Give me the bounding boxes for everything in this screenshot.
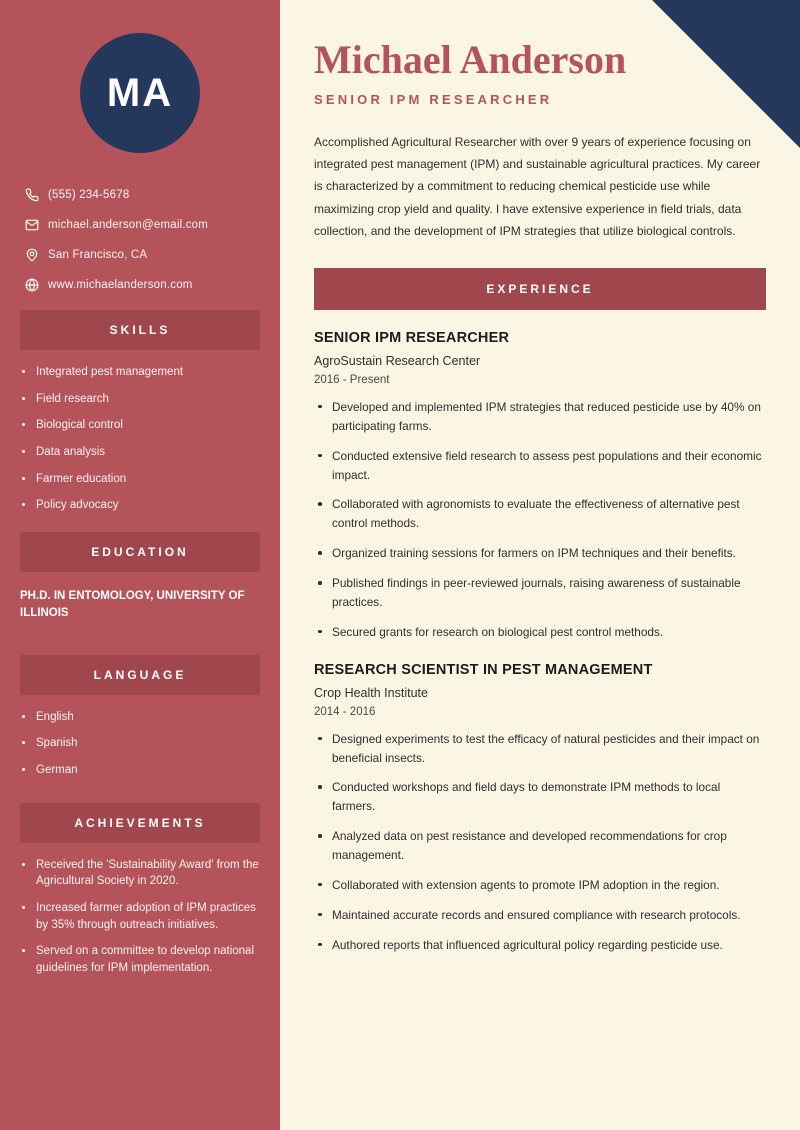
job-dates: 2014 - 2016 [314, 705, 376, 718]
contact-location-text: San Francisco, CA [48, 249, 148, 261]
avatar: MA [80, 33, 200, 153]
job-dates: 2016 - Present [314, 373, 390, 386]
list-item: Data analysis [20, 444, 260, 461]
sidebar-heading-achievements: ACHIEVEMENTS [20, 803, 260, 843]
corner-decoration-triangle [652, 0, 800, 148]
page-title: Michael Anderson [314, 37, 627, 82]
list-item: Developed and implemented IPM strategies that reduced pesticide use by 40% on participating farms. [314, 398, 766, 436]
list-item: Integrated pest management [20, 364, 260, 381]
job-role: SENIOR IPM RESEARCHER [314, 329, 510, 346]
job-role: RESEARCH SCIENTIST IN PEST MANAGEMENT [314, 661, 653, 678]
list-item: Collaborated with agronomists to evaluate the effectiveness of alternative pest control methods. [314, 495, 766, 533]
contact-list [20, 188, 260, 292]
list-item: English [20, 709, 260, 726]
language-list [20, 709, 260, 779]
headline-job-title: SENIOR IPM RESEARCHER [314, 92, 553, 107]
list-item: Published findings in peer-reviewed journals, raising awareness of sustainable practices. [314, 574, 766, 612]
contact-website-text: www.michaelanderson.com [48, 279, 193, 291]
contact-item-email[interactable] [20, 218, 260, 232]
location-pin-icon [20, 248, 44, 262]
job-bullet-list [314, 730, 766, 955]
profile-summary: Accomplished Agricultural Researcher with over 9 years of experience focusing on integrated pest management (IPM) and sustainable agricultural practices. My career is characterized by a commitment to reducing chemical pesticide use while maximizing crop yield and quality. I have extensive experience in field trials, data collection, and the development of IPM strategies that utilize biological controls. [314, 135, 761, 238]
job-company: AgroSustain Research Center [314, 353, 481, 368]
section-heading-experience: EXPERIENCE [314, 268, 766, 310]
list-item: Organized training sessions for farmers on IPM techniques and their benefits. [314, 544, 766, 563]
sidebar-heading-language: LANGUAGE [20, 655, 260, 695]
education-entry: PH.D. IN ENTOMOLOGY, UNIVERSITY OF ILLINOIS [20, 590, 245, 620]
list-item: Policy advocacy [20, 497, 260, 514]
skills-list [20, 364, 260, 514]
avatar-wrapper [20, 33, 260, 153]
contact-item-location[interactable] [20, 248, 260, 262]
list-item: Authored reports that influenced agricultural policy regarding pesticide use. [314, 936, 766, 955]
contact-item-website[interactable] [20, 278, 260, 292]
main-content [280, 0, 800, 1130]
experience-entry-2 [314, 662, 766, 955]
list-item: Maintained accurate records and ensured compliance with research protocols. [314, 906, 766, 925]
list-item: Spanish [20, 735, 260, 752]
list-item: Served on a committee to develop national guidelines for IPM implementation. [20, 943, 260, 976]
list-item: Collaborated with extension agents to promote IPM adoption in the region. [314, 876, 766, 895]
list-item: Increased farmer adoption of IPM practices by 35% through outreach initiatives. [20, 900, 260, 933]
experience-entry-1 [314, 330, 766, 642]
globe-icon [20, 278, 44, 292]
list-item: Received the 'Sustainability Award' from the Agricultural Society in 2020. [20, 857, 260, 890]
contact-item-phone[interactable] [20, 188, 260, 202]
contact-phone-text: (555) 234-5678 [48, 189, 130, 201]
list-item: Farmer education [20, 471, 260, 488]
list-item: Secured grants for research on biological pest control methods. [314, 623, 766, 642]
job-company: Crop Health Institute [314, 685, 428, 700]
list-item: German [20, 762, 260, 779]
envelope-icon [20, 218, 44, 232]
contact-email-text: michael.anderson@email.com [48, 219, 209, 231]
sidebar-heading-education: EDUCATION [20, 532, 260, 572]
list-item: Analyzed data on pest resistance and developed recommendations for crop management. [314, 827, 766, 865]
achievements-list [20, 857, 260, 977]
sidebar [0, 0, 280, 1130]
list-item: Biological control [20, 417, 260, 434]
list-item: Field research [20, 391, 260, 408]
phone-icon [20, 188, 44, 202]
list-item: Designed experiments to test the efficacy of natural pesticides and their impact on beneficial insects. [314, 730, 766, 768]
job-bullet-list [314, 398, 766, 642]
list-item: Conducted extensive field research to assess pest populations and their economic impact. [314, 447, 766, 485]
sidebar-heading-skills: SKILLS [20, 310, 260, 350]
list-item: Conducted workshops and field days to demonstrate IPM methods to local farmers. [314, 778, 766, 816]
